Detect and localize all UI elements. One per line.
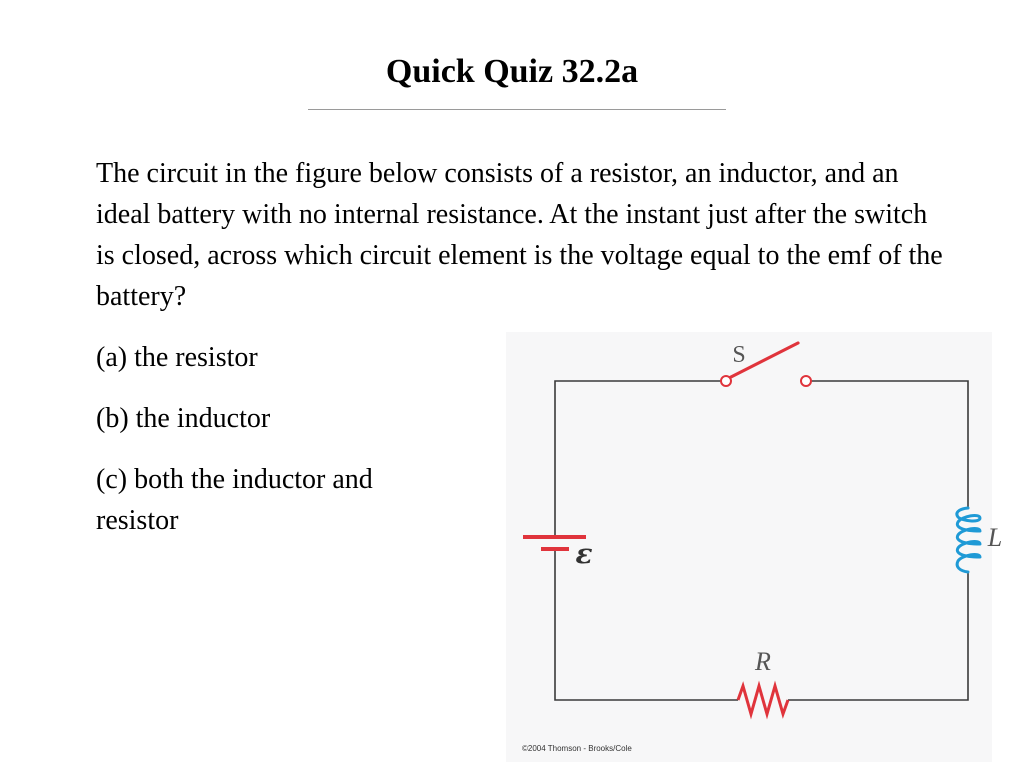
figure-credit: ©2004 Thomson - Brooks/Cole [522,744,632,753]
inductor-coil [957,508,980,572]
switch-contact-right [801,376,811,386]
switch-contact-left [721,376,731,386]
option-b: (b) the inductor [96,403,271,434]
wire-top-left [555,381,726,537]
option-c: (c) both the inductor and resistor [96,464,373,536]
wire-top-right [806,381,968,508]
emf-label: ε [575,537,593,570]
option-a: (a) the resistor [96,342,258,373]
resistor-label: R [755,647,771,676]
resistor [738,647,788,714]
switch-label: S [732,342,746,368]
battery [523,537,593,570]
switch [721,342,811,386]
wire-bottom-right [788,572,968,700]
resistor-zigzag [738,686,788,714]
wire-bottom-left [555,549,738,700]
inductor-label: L [987,523,1003,552]
question-text: The circuit in the figure below consists of a resistor, an inductor, and an ideal battery with no internal resistance. At the instant just after the switch is closed, across which circuit element is the voltage equal to the emf of the battery? [96,158,943,312]
inductor [957,508,1002,572]
slide-title: Quick Quiz 32.2a [385,53,639,90]
